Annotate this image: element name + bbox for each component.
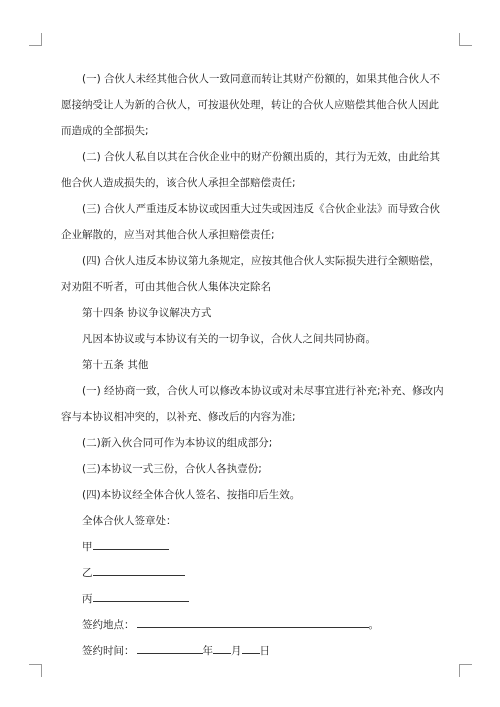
signature-heading: 全体合伙人签章处： bbox=[82, 515, 177, 527]
crop-mark-bottom-right bbox=[459, 664, 472, 677]
signatory-label: 丙 bbox=[82, 593, 93, 605]
month-label: 月 bbox=[231, 645, 242, 657]
signing-place-line bbox=[137, 616, 369, 628]
signature-row-yi bbox=[82, 560, 447, 586]
signature-line bbox=[93, 564, 185, 576]
crop-mark-bottom-left bbox=[29, 664, 42, 677]
section-heading: 第十四条 协议争议解决方式 bbox=[82, 307, 212, 319]
year-line bbox=[137, 642, 203, 654]
clause-paragraph: (四) 合伙人违反本协议第九条规定，应按其他合伙人实际损失进行全额赔偿，对劝阻不听者，可由其他合伙人集体决定除名 bbox=[61, 255, 441, 293]
month-line bbox=[213, 642, 231, 654]
signing-place-row bbox=[82, 612, 447, 638]
day-line bbox=[242, 642, 260, 654]
clause-paragraph: (三)本协议一式三份，合伙人各执壹份; bbox=[82, 463, 262, 475]
day-label: 日 bbox=[259, 645, 270, 657]
signatory-label: 甲 bbox=[82, 541, 93, 553]
document-body bbox=[61, 66, 447, 664]
signing-place-label: 签约地点： bbox=[82, 619, 135, 631]
year-label: 年 bbox=[202, 645, 213, 657]
signature-row-jia bbox=[82, 534, 447, 560]
clause-paragraph: (三) 合伙人严重违反本协议或因重大过失或因违反《合伙企业法》而导致合伙企业解散的，应当对其他合伙人承担赔偿责任; bbox=[61, 203, 441, 241]
signing-place-end: 。 bbox=[368, 619, 379, 631]
clause-paragraph: (四)本协议经全体合伙人签名、按指印后生效。 bbox=[82, 489, 301, 501]
signature-line bbox=[93, 538, 169, 550]
clause-paragraph: (二)新入伙合同可作为本协议的组成部分; bbox=[82, 437, 273, 449]
signature-row-bing bbox=[82, 586, 447, 612]
crop-mark-top-right bbox=[459, 33, 472, 46]
clause-paragraph: 凡因本协议或与本协议有关的一切争议，合伙人之间共同协商。 bbox=[82, 333, 376, 345]
section-heading: 第十五条 其他 bbox=[82, 359, 149, 371]
clause-paragraph: (一) 经协商一致，合伙人可以修改本协议或对未尽事宜进行补充;补充、修改内容与本协议相冲突的，以补充、修改后的内容为准; bbox=[61, 385, 444, 423]
signing-time-row bbox=[82, 638, 447, 664]
clause-paragraph: (一) 合伙人未经其他合伙人一致同意而转让其财产份额的，如果其他合伙人不愿接纳受让人为新的合伙人，可按退伙处理，转让的合伙人应赔偿其他合伙人因此而造成的全部损失; bbox=[61, 73, 441, 137]
crop-mark-top-left bbox=[29, 33, 42, 46]
signing-time-label: 签约时间： bbox=[82, 645, 135, 657]
clause-paragraph: (二) 合伙人私自以其在合伙企业中的财产份额出质的，其行为无效，由此给其他合伙人造成损失的，该合伙人承担全部赔偿责任; bbox=[61, 151, 441, 189]
signature-line bbox=[93, 590, 189, 602]
signatory-label: 乙 bbox=[82, 567, 93, 579]
